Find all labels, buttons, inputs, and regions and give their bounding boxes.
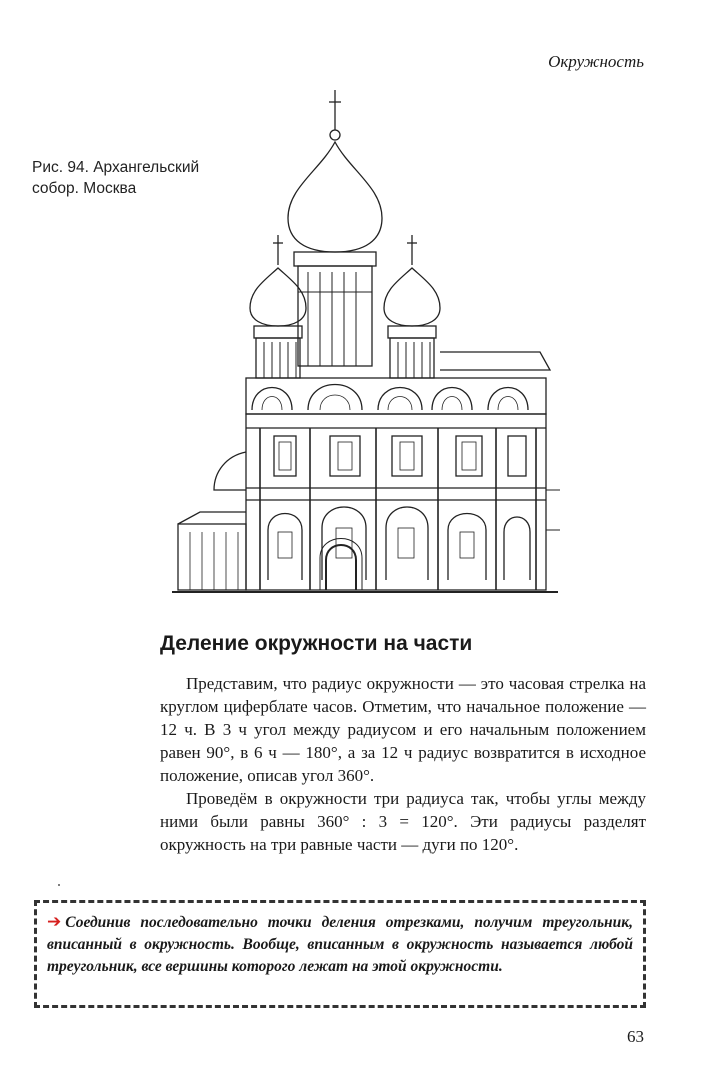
red-arrow-icon: ➔ — [47, 912, 62, 932]
paragraph: Проведём в окружности три радиуса так, чтобы углы между ними были равны 360° : 3 = 120°. Эти радиусы разделят окружность на три равные части — дуги по 120°. — [160, 789, 646, 854]
section-title: Деление окружности на части — [160, 632, 473, 655]
cathedral-drawing-icon — [170, 80, 560, 600]
paragraph: Представим, что радиус окружности — это часовая стрелка на круглом циферблате часов. Отметим, что начальное положение — 12 ч. В 3 ч угол между радиусом и его начальным положением равен 90°, в 6 ч — 180°, а за 12 ч радиус возвратится в исходное положение, описав угол 360°. — [160, 674, 646, 785]
note-text: Соединив последовательно точки деления отрезками, получим треугольник, вписанный в окружность. Вообще, вписанным в окружность называется любой треугольник, все вершины которого лежат на этой окружности. — [47, 914, 633, 975]
running-head: Окружность — [548, 52, 644, 71]
page-number: 63 — [627, 1027, 644, 1046]
body-text — [160, 672, 646, 856]
figure-caption: Рис. 94. Архангельский собор. Москва — [32, 159, 200, 197]
stray-dot — [58, 884, 60, 886]
cathedral-figure — [170, 80, 560, 600]
note-box — [34, 900, 646, 1008]
